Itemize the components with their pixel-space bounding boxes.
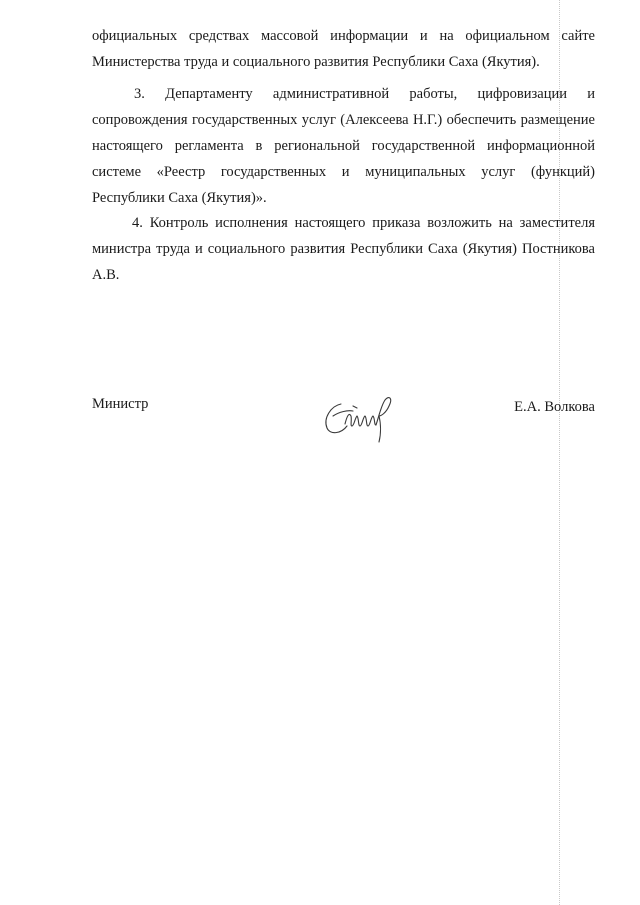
handwritten-signature-icon xyxy=(319,386,403,446)
paragraph-continued: официальных средствах массовой информации и на официальном сайте Министерства труда и социального развития Республики Саха (Якутия). xyxy=(92,28,595,70)
signature-block xyxy=(92,386,595,446)
paragraph-item-4: 4. Контроль исполнения настоящего приказа возложить на заместителя министра труда и социального развития Республики Саха (Якутия) Постникова А.В. xyxy=(92,215,595,283)
paragraph-item-3: 3. Департаменту административной работы, цифровизации и сопровождения государственных услуг (Алексеева Н.Г.) обеспечить размещение настоящего регламента в региональной государственной информационной системе «Реестр государственных и муниципальных услуг (функций) Республики Саха (Якутия)». xyxy=(92,86,595,206)
signatory-name: Е.А. Волкова xyxy=(514,399,595,415)
signatory-title: Министр xyxy=(92,396,149,412)
